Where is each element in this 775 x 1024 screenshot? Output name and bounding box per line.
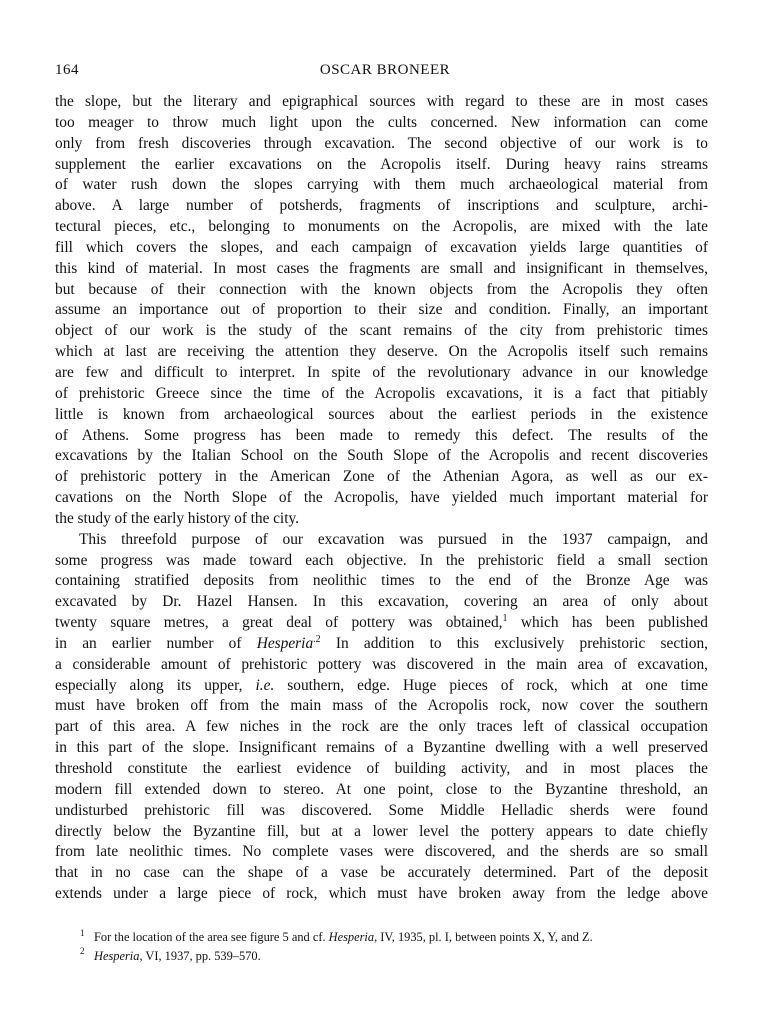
text-line: a considerable amount of prehistoric pottery was discovered in the main area of excavation, [55, 655, 708, 673]
text-line: the study of the early history of the city. [55, 509, 300, 527]
text-line [55, 634, 708, 655]
footnotes [80, 928, 710, 965]
page-header [55, 62, 715, 84]
text-line: above. A large number of potsherds, fragments of inscriptions and sculpture, archi- [55, 197, 708, 215]
page-number: 164 [55, 62, 79, 78]
text-line: must have broken off from the main mass of the Acropolis rock, now cover the southern [55, 697, 708, 715]
text-line: threshold constitute the earliest evidence of building activity, and in most places the [55, 760, 708, 777]
body-text [55, 92, 708, 905]
text-line: of prehistoric Greece since the time of the Acropolis excavations, it is a fact that pitiably [55, 384, 708, 402]
journal-title: Hesperia [256, 634, 314, 652]
text-line: from late neolithic times. No complete vases were discovered, and the sherds are so small [55, 843, 708, 861]
text-line: fill which covers the slopes, and each campaign of excavation yields large quantities of [55, 238, 708, 256]
text-line: undisturbed prehistoric fill was discovered. Some Middle Helladic sherds were found [55, 801, 708, 819]
text-line: of prehistoric pottery in the American Zone of the Athenian Agora, as well as our ex- [55, 468, 708, 486]
footnote-2: 2 Hesperia, VI, 1937, pp. 539–570. [80, 946, 261, 963]
text-line: of Athens. Some progress has been made to remedy this defect. The results of the [55, 426, 708, 444]
text-line: in this part of the slope. Insignificant remains of a Byzantine dwelling with a well preserved [55, 739, 708, 757]
text-line: that in no case can the shape of a vase be accurately determined. Part of the deposit [55, 864, 708, 882]
footnote-ref-1: 1 [502, 612, 508, 624]
footnote-ref-2: .2 [313, 633, 321, 645]
text-line: modern fill extended down to stereo. At one point, close to the Byzantine threshold, an [55, 780, 708, 798]
text-span: in an earlier number of [55, 634, 257, 652]
text-line: little is known from archaeological sources about the earliest periods in the existence [55, 405, 708, 423]
italic-abbrev: i.e. [255, 676, 275, 694]
text-line: but because of their connection with the known objects from the Acropolis they often [55, 280, 708, 298]
text-line: containing stratified deposits from neolithic times to the end of the Bronze Age was [55, 572, 708, 590]
journal-title: Hesperia [328, 930, 375, 944]
text-line: only from fresh discoveries through excavation. The second objective of our work is to [55, 134, 708, 152]
text-span: which has been published [507, 614, 708, 632]
text-line: This threefold purpose of our excavation was pursued in the 1937 campaign, and [79, 530, 708, 548]
text-line: part of this area. A few niches in the rock are the only traces left of classical occupation [55, 718, 708, 736]
text-span: , IV, 1935, pl. I, between points X, Y, and Z. [374, 930, 593, 944]
text-line: cavations on the North Slope of the Acropolis, have yielded much important material for [55, 489, 708, 507]
text-line: excavations by the Italian School on the South Slope of the Acropolis and recent discoveries [55, 447, 708, 465]
paragraph-1 [55, 92, 708, 530]
text-span: , VI, 1937, pp. 539–570. [139, 948, 261, 963]
paragraph-2 [55, 530, 708, 905]
text-line: object of our work is the study of the scant remains of the city from prehistoric times [55, 322, 708, 340]
text-line: are few and difficult to interpret. In spite of the revolutionary advance in our knowledge [55, 363, 708, 381]
text-line: of water rush down the slopes carrying with them much archaeological material from [55, 176, 708, 194]
text-line: directly below the Byzantine fill, but at a lower level the pottery appears to date chiefly [55, 822, 708, 840]
text-line: this kind of material. In most cases the fragments are small and insignificant in themselves, [55, 259, 708, 277]
text-span: especially along its upper, [55, 676, 256, 694]
text-span: For the location of the area see figure 5 and cf. [94, 930, 329, 944]
text-line: tectural pieces, etc., belonging to monuments on the Acropolis, are mixed with the late [55, 218, 708, 236]
text-line: too meager to throw much light upon the cults concerned. New information can come [55, 113, 708, 131]
text-span: twenty square metres, a great deal of pottery was obtained, [55, 614, 503, 632]
text-span: southern, edge. Huge pieces of rock, which at one time [274, 676, 708, 694]
journal-title: Hesperia [94, 948, 140, 963]
text-line: the slope, but the literary and epigraphical sources with regard to these are in most cases [55, 93, 708, 110]
text-line [55, 676, 708, 697]
text-span: In addition to this exclusively prehistoric section, [320, 634, 708, 652]
text-line: extends under a large piece of rock, which must have broken away from the ledge above [55, 885, 708, 903]
running-head: OSCAR BRONEER [319, 62, 451, 78]
text-line [55, 613, 708, 634]
footnote-1: 1 For the location of the area see figure 5 and cf. Hesperia, IV, 1935, pl. I, between points X, Y, and Z. [80, 927, 593, 944]
text-line: which at last are receiving the attention they deserve. On the Acropolis itself such remains [55, 343, 708, 361]
text-line: excavated by Dr. Hazel Hansen. In this excavation, covering an area of only about [55, 593, 708, 611]
text-line: assume an importance out of proportion to their size and condition. Finally, an important [55, 301, 708, 319]
text-line: supplement the earlier excavations on the Acropolis itself. During heavy rains streams [55, 155, 708, 173]
text-line: some progress was made toward each objective. In the prehistoric field a small section [55, 551, 708, 569]
